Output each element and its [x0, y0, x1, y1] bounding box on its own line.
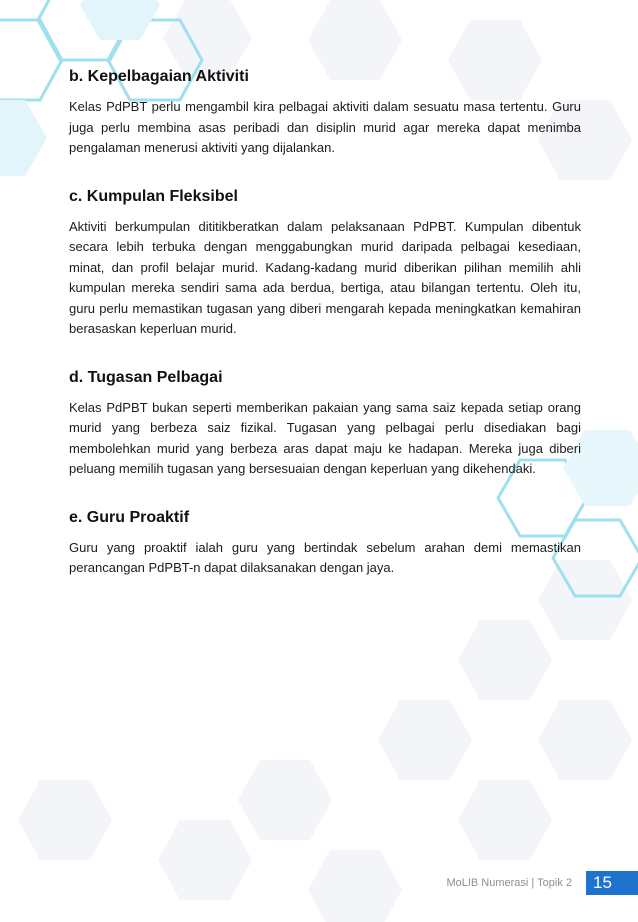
section-kumpulan-fleksibel [69, 188, 581, 340]
section-tugasan-pelbagai [69, 369, 581, 480]
section-kepelbagaian-aktiviti [69, 68, 581, 159]
section-heading: c. Kumpulan Fleksibel [69, 187, 238, 205]
section-heading: d. Tugasan Pelbagai [69, 368, 223, 386]
section-guru-proaktif [69, 509, 581, 579]
document-body [69, 68, 581, 608]
section-paragraph: Kelas PdPBT perlu mengambil kira pelbagai aktiviti dalam sesuatu masa tertentu. Guru juga perlu membina asas peribadi dan disiplin murid agar mereka dapat menimba pengalaman menerusi aktiviti yang dijalankan. [69, 99, 581, 155]
section-paragraph: Guru yang proaktif ialah guru yang bertindak sebelum arahan demi memastikan perancangan PdPBT-n dapat dilaksanakan dengan jaya. [69, 539, 581, 575]
section-heading: b. Kepelbagaian Aktiviti [69, 68, 249, 85]
page-number: 15 [586, 871, 638, 895]
footer-title: MoLIB Numerasi | Topik 2 [446, 877, 572, 889]
page-footer [446, 871, 638, 895]
section-paragraph: Aktiviti berkumpulan dititikberatkan dalam pelaksanaan PdPBT. Kumpulan dibentuk secara lebih terbuka dengan menggabungkan murid daripada pelbagai kesediaan, minat, dan profil belajar murid. Kadang-kadang murid diberikan pilihan memilih ahli kumpulan mereka sendiri sama ada berdua, bertiga, atau bilangan tertentu. Oleh itu, guru perlu memastikan tugasan yang diberi mengarah kepada meningkatkan kemahiran berasaskan keperluan murid. [69, 218, 581, 336]
section-heading: e. Guru Proaktif [69, 508, 190, 526]
section-paragraph: Kelas PdPBT bukan seperti memberikan pakaian yang sama saiz kepada setiap orang murid yang berbeza saiz fizikal. Tugasan yang pelbagai perlu disediakan bagi membolehkan murid yang berbeza aras dapat maju ke hadapan. Mereka juga diberi peluang memilih tugasan yang bersesuaian dengan keperluan yang dikehendaki. [69, 399, 581, 476]
